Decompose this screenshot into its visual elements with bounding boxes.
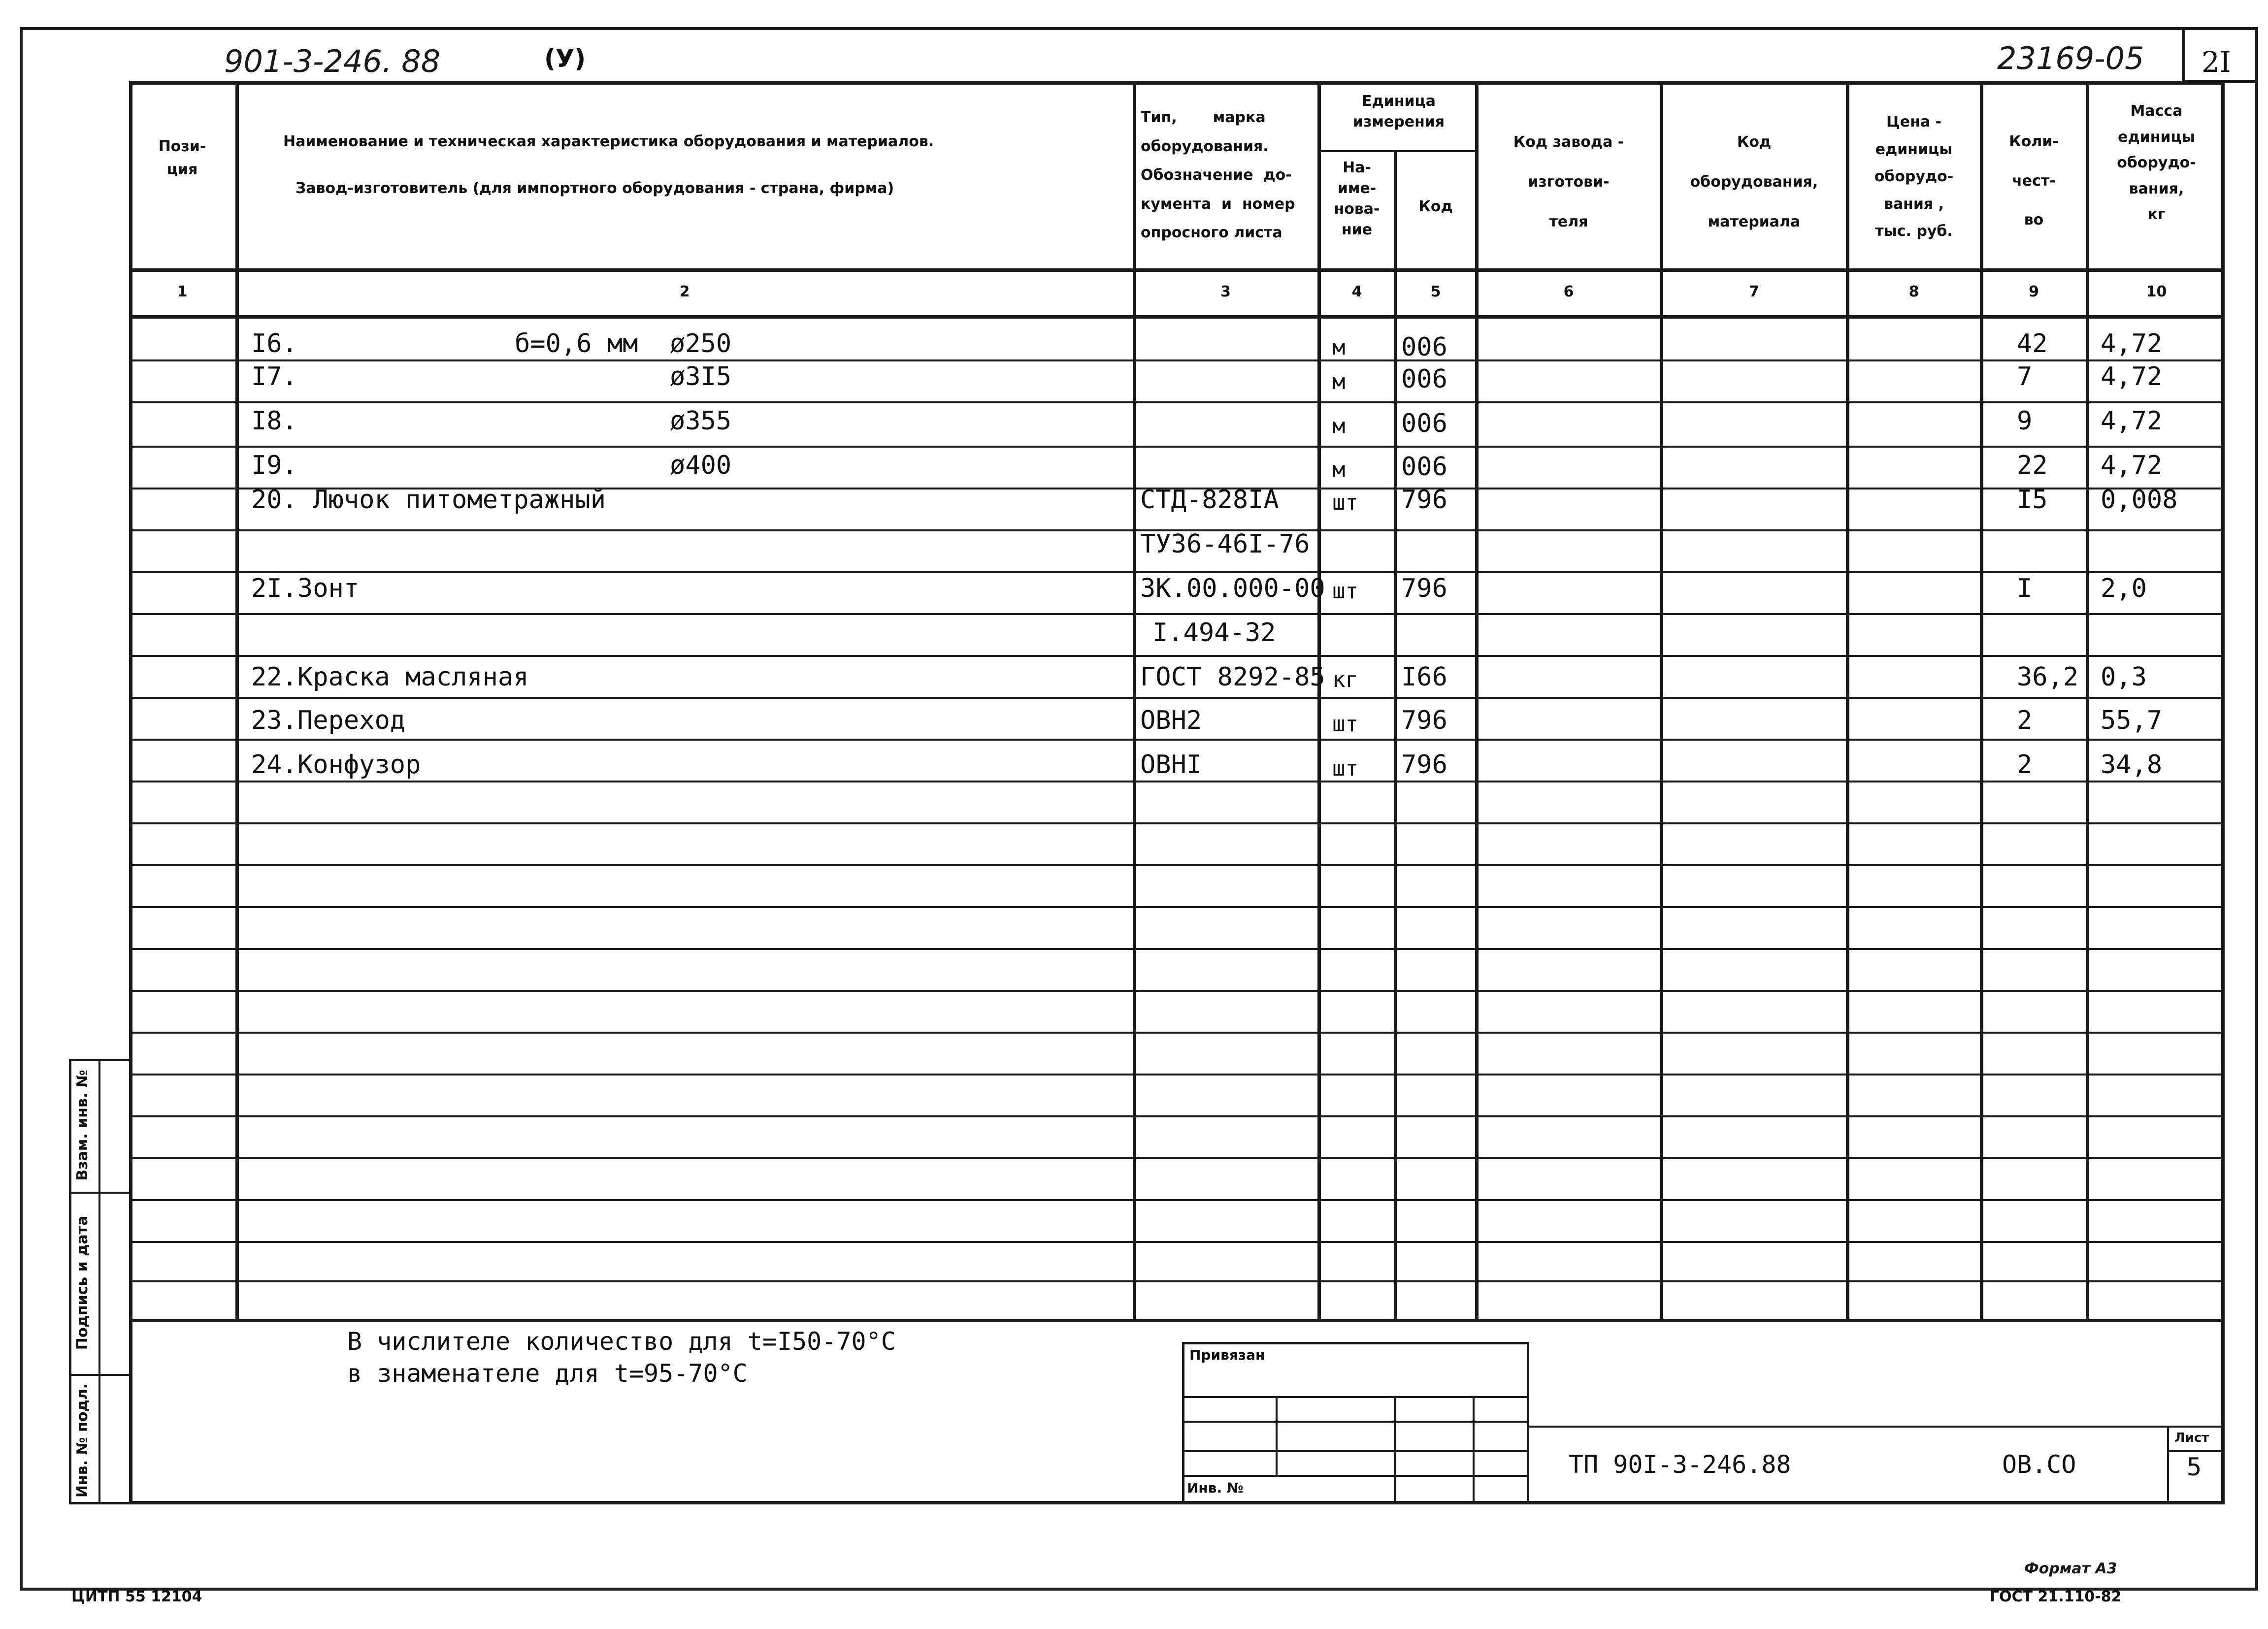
stamp-vline [1473, 1396, 1475, 1504]
row-19-unit: м [1332, 457, 1346, 482]
header-unit-name: На- име- нова- ние [1334, 159, 1380, 238]
row-21-mass: 2,0 [2101, 574, 2147, 603]
row-18-diameter: ø355 [670, 406, 732, 436]
row-line [129, 822, 2225, 824]
side-label-vzam: Взам. инв. № [74, 1070, 91, 1181]
row-24-unit: шт [1332, 756, 1358, 781]
page-number: 2I [2202, 45, 2231, 79]
col-line-9 [2086, 81, 2089, 1322]
col-line-7 [1846, 81, 1849, 1322]
row-23-unit: шт [1332, 712, 1358, 737]
row-24-type: ОВНI [1140, 750, 1202, 780]
gost-label: ГОСТ 21.110-82 [1990, 1588, 2122, 1605]
row-22-mass: 0,3 [2101, 662, 2147, 692]
unit-subheader-divider [1320, 150, 1478, 152]
side-stamp-divider [99, 1059, 100, 1504]
header-position: Пози- ция [158, 138, 206, 178]
col-number-6: 6 [1563, 283, 1574, 300]
row-17-mass: 4,72 [2101, 362, 2163, 391]
row-16-name: I6. [251, 329, 297, 358]
row-line [129, 948, 2225, 950]
album-code: 23169-05 [1997, 40, 2144, 76]
sheet-box-divider [2167, 1450, 2225, 1452]
row-20-unit: шт [1332, 490, 1358, 515]
row-22-type: ГОСТ 8292-85 [1140, 662, 1325, 692]
row-21-code: 796 [1401, 574, 1447, 603]
row-19-diameter: ø400 [670, 451, 732, 480]
row-20-mass: 0,008 [2101, 485, 2178, 515]
row-line [129, 401, 2225, 403]
col-number-1: 1 [177, 283, 188, 300]
row-line [129, 739, 2225, 741]
row-22-unit: кг [1332, 667, 1358, 692]
row-21-type: 3К.00.000-00 [1140, 574, 1325, 603]
row-22-name: 22.Краска масляная [251, 662, 529, 692]
note-line-2: в знаменателе для t=95-70°С [347, 1359, 748, 1388]
row-18-code: 006 [1401, 409, 1447, 438]
row-line [129, 990, 2225, 992]
column-number-divider [129, 315, 2225, 319]
row-19-qty: 22 [2017, 451, 2048, 480]
title-block-line [1529, 1426, 2225, 1428]
row-16-unit: м [1332, 335, 1346, 360]
project-code: ТП 90I-3-246.88 [1569, 1450, 1791, 1479]
col-number-7: 7 [1749, 283, 1759, 300]
col-line-6 [1660, 81, 1663, 1322]
header-name-line1: Наименование и техническая характеристика оборудования и материалов. [283, 133, 934, 150]
row-16-code: 006 [1401, 332, 1447, 362]
col-line-1 [235, 81, 239, 1322]
col-number-8: 8 [1908, 283, 1919, 300]
row-24-mass: 34,8 [2101, 750, 2163, 780]
col-number-3: 3 [1220, 283, 1231, 300]
stamp-vline [1394, 1396, 1396, 1504]
row-17-diameter: ø3I5 [670, 362, 732, 391]
col-number-5: 5 [1430, 283, 1441, 300]
stamp-line [1182, 1450, 1529, 1452]
side-label-inv-podl: Инв. № подл. [74, 1383, 91, 1498]
row-21-unit: шт [1332, 579, 1358, 604]
header-divider [129, 268, 2225, 272]
doc-code: 901-3-246. 88 [224, 43, 441, 79]
row-17-name: I7. [251, 362, 297, 391]
row-23-type: ОВН2 [1140, 706, 1202, 735]
header-unit-group: Единица измерения [1352, 93, 1445, 130]
row-line [129, 359, 2225, 361]
row-19-mass: 4,72 [2101, 451, 2163, 480]
row-line [129, 571, 2225, 573]
row-18-name: I8. [251, 406, 297, 436]
header-type: Тип, марка оборудования. Обозначение до- кумента и номер опросного листа [1141, 109, 1295, 241]
stamp-linked-label: Привязан [1189, 1347, 1265, 1363]
drawing-mark: ОВ.СО [2002, 1450, 2076, 1479]
row-22-qty: 36,2 [2017, 662, 2079, 692]
row-16-spec: б=0,6 мм [515, 329, 638, 358]
format-label: Формат А3 [2024, 1560, 2117, 1577]
footer-left: ЦИТП 55 12104 [71, 1588, 202, 1605]
header-name-line2: Завод-изготовитель (для импортного оборудования - страна, фирма) [296, 180, 894, 197]
row-19-name: I9. [251, 451, 297, 480]
col-line-8 [1980, 81, 1983, 1322]
row-23-mass: 55,7 [2101, 706, 2163, 735]
row-21-qty: I [2017, 574, 2033, 603]
row-18-mass: 4,72 [2101, 406, 2163, 436]
row-22-code: I66 [1401, 662, 1447, 692]
row-24-name: 24.Конфузор [251, 750, 421, 780]
header-equipment-code: Код оборудования, материала [1690, 133, 1818, 230]
row-23-name: 23.Переход [251, 706, 406, 735]
row-line [129, 781, 2225, 782]
row-line [129, 1241, 2225, 1243]
row-17-code: 006 [1401, 364, 1447, 394]
spec-table [129, 81, 2225, 1322]
row-line [129, 1074, 2225, 1075]
col-number-2: 2 [679, 283, 690, 300]
row-16-diameter: ø250 [670, 329, 732, 358]
row-17-qty: 7 [2017, 362, 2033, 391]
row-20-type-doc: ТУ36-46I-76 [1140, 529, 1310, 559]
row-24-code: 796 [1401, 750, 1447, 780]
header-quantity: Коли- чест- во [2009, 133, 2059, 228]
header-mass: Масса единицы оборудо- вания, кг [2117, 102, 2196, 223]
row-23-code: 796 [1401, 706, 1447, 735]
row-line [129, 1280, 2225, 1282]
col-line-5 [1475, 81, 1479, 1322]
side-stamp-line [69, 1192, 132, 1194]
row-line [129, 446, 2225, 448]
row-20-code: 796 [1401, 485, 1447, 515]
row-line [129, 697, 2225, 699]
sheet-box-line [2167, 1426, 2169, 1504]
stamp-line [1182, 1421, 1529, 1423]
header-unit-code: Код [1418, 198, 1453, 215]
stamp-line [1182, 1396, 1529, 1398]
row-line [129, 613, 2225, 615]
row-line [129, 1032, 2225, 1034]
row-line [129, 655, 2225, 657]
row-20-name: 20. Лючок питометражный [251, 485, 606, 515]
stamp-vline [1276, 1396, 1278, 1475]
row-24-qty: 2 [2017, 750, 2033, 780]
row-18-unit: м [1332, 414, 1346, 439]
sheet-label: Лист [2174, 1431, 2209, 1445]
row-line [129, 1157, 2225, 1159]
row-line [129, 906, 2225, 908]
note-line-1: В числителе количество для t=I50-70°С [347, 1327, 896, 1356]
row-17-unit: м [1332, 369, 1346, 394]
col-number-10: 10 [2146, 283, 2167, 300]
header-factory-code: Код завода - изготови- теля [1513, 133, 1624, 230]
row-19-code: 006 [1401, 452, 1447, 482]
row-20-type: СТД-828IA [1140, 485, 1279, 515]
header-price: Цена - единицы оборудо- вания , тыс. руб. [1874, 113, 1954, 240]
col-number-9: 9 [2029, 283, 2039, 300]
col-line-3 [1317, 81, 1321, 1322]
side-stamp-line [69, 1374, 132, 1376]
row-line [129, 1115, 2225, 1117]
row-20-qty: I5 [2017, 485, 2048, 515]
variant-mark: (У) [544, 44, 586, 73]
stamp-inv-label: Инв. № [1187, 1480, 1244, 1496]
row-line [129, 1199, 2225, 1201]
row-21-name: 2I.Зонт [251, 574, 360, 603]
col-line-4 [1394, 150, 1397, 1322]
row-18-qty: 9 [2017, 406, 2033, 436]
row-16-qty: 42 [2017, 329, 2048, 358]
row-line [129, 864, 2225, 866]
stamp-line [1182, 1475, 1529, 1477]
col-line-2 [1133, 81, 1136, 1322]
row-23-qty: 2 [2017, 706, 2033, 735]
col-number-4: 4 [1351, 283, 1362, 300]
side-label-podpis: Подпись и дата [74, 1215, 91, 1350]
row-16-mass: 4,72 [2101, 329, 2163, 358]
row-21-type-doc: I.494-32 [1152, 618, 1276, 648]
sheet-number: 5 [2187, 1453, 2202, 1481]
